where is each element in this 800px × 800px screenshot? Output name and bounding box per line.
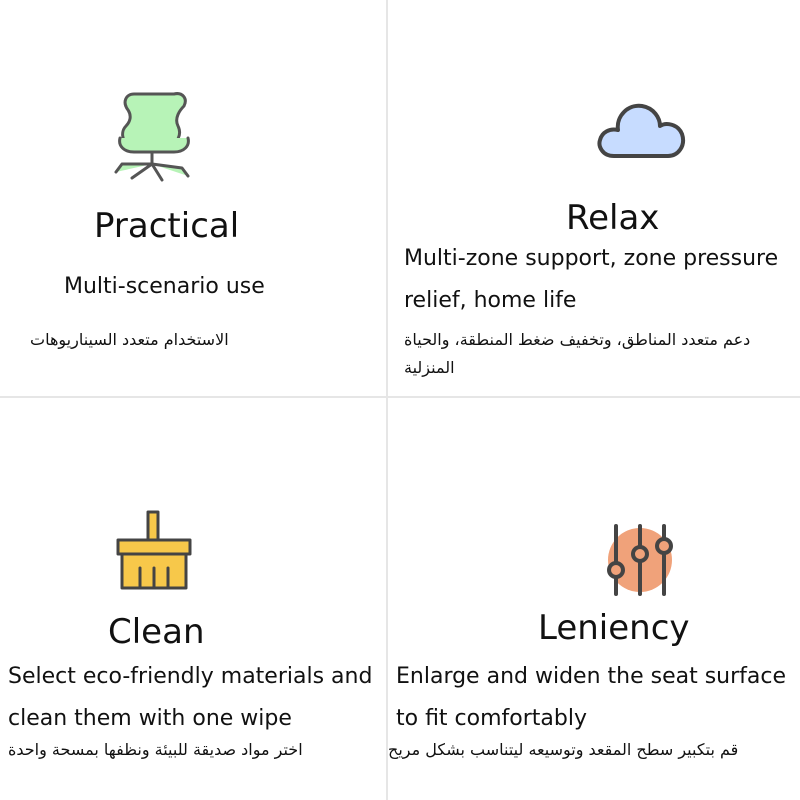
feature-description: Multi-scenario use [64,274,265,299]
feature-title: Clean [108,612,205,652]
feature-description-arabic: قم بتكبير سطح المقعد وتوسيعه ليتناسب بشكل مريح [388,740,739,759]
feature-description-arabic: دعم متعدد المناطق، وتخفيف ضغط المنطقة، والحياة المنزلية [404,330,751,377]
feature-title: Relax [566,198,660,238]
feature-description: Enlarge and widen the seat surface to fit comfortably [396,664,787,731]
feature-description: Select eco-friendly materials and clean them with one wipe [8,664,373,731]
feature-card-leniency [388,398,800,800]
feature-description: Multi-zone support, zone pressure relief, home life [404,246,779,313]
feature-description-arabic: الاستخدام متعدد السيناريوهات [30,330,229,349]
feature-description-arabic: اختر مواد صديقة للبيئة ونظفها بمسحة واحدة [8,740,303,759]
sliders-icon [600,522,680,598]
chair-icon [108,88,198,188]
broom-icon [114,510,194,590]
feature-card-relax [388,0,800,396]
feature-title: Practical [94,206,240,246]
feature-title: Leniency [538,608,690,648]
feature-card-clean [0,398,386,800]
cloud-icon [594,96,690,162]
feature-card-practical [0,0,386,396]
